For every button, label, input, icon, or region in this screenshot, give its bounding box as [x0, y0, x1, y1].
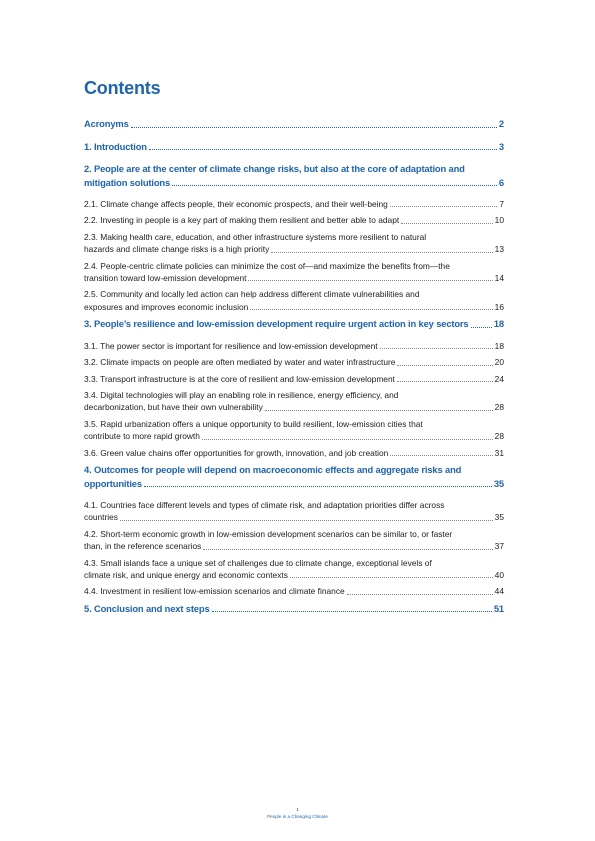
toc-entry-text: hazards and climate change risks is a high priority: [84, 244, 270, 255]
footer-title: People in a Changing Climate: [267, 814, 328, 819]
toc-page-number: 51: [493, 602, 504, 614]
toc-entry-text: Acronyms: [84, 118, 129, 129]
toc-page-number: 31: [494, 447, 504, 458]
toc-entry-text: 4.3. Small islands face a unique set of challenges due to climate change, exceptional levels of: [84, 557, 432, 568]
dot-leader: [401, 222, 492, 224]
toc-entry-text: 4. Outcomes for people will depend on macroeconomic effects and aggregate risks and: [84, 464, 462, 475]
toc-entry-text: 3.5. Rapid urbanization offers a unique opportunity to build resilient, low-emission cities that: [84, 418, 423, 429]
dot-leader: [131, 126, 497, 128]
toc-page-number: 18: [493, 318, 504, 330]
toc-entry-text: 4.4. Investment in resilient low-emission scenarios and climate finance: [84, 586, 345, 597]
toc-entry-text: 3.4. Digital technologies will play an enabling role in resilience, energy efficiency, and: [84, 389, 399, 400]
toc-subsection-entry[interactable]: [84, 447, 504, 459]
page-title: Contents: [84, 78, 161, 98]
toc-entry-text: climate risk, and unique energy and economic contexts: [84, 570, 288, 581]
toc-entry-text: 2.4. People-centric climate policies can minimize the cost of—and maximize the benefits from—the: [84, 260, 450, 271]
table-of-contents: [84, 117, 504, 615]
dot-leader: [248, 279, 492, 281]
toc-page-number: 37: [494, 541, 504, 552]
dot-leader: [390, 205, 497, 207]
toc-subsection-entry[interactable]: [84, 528, 504, 553]
toc-page-number: 2: [498, 118, 504, 129]
toc-page-number: 13: [494, 244, 504, 255]
toc-entry-text: countries: [84, 512, 118, 523]
toc-entry-text: contribute to more rapid growth: [84, 431, 200, 442]
dot-leader: [149, 148, 497, 150]
toc-page-number: 35: [493, 477, 504, 489]
toc-entry-text: 4.2. Short-term economic growth in low-emission development scenarios can be similar to, or faster: [84, 528, 453, 539]
dot-leader: [471, 326, 492, 328]
dot-leader: [265, 409, 493, 411]
toc-subsection-entry[interactable]: [84, 585, 504, 597]
dot-leader: [250, 308, 492, 310]
toc-page-number: 44: [494, 586, 504, 597]
toc-subsection-entry[interactable]: [84, 499, 504, 524]
toc-entry-text: 2.1. Climate change affects people, their economic prospects, and their well-being: [84, 199, 388, 209]
toc-subsection-entry[interactable]: [84, 373, 504, 385]
dot-leader: [120, 519, 493, 521]
toc-page-number: 24: [494, 373, 504, 384]
toc-page-number: 18: [494, 340, 504, 351]
toc-section-entry[interactable]: [84, 317, 504, 331]
toc-section-entry[interactable]: [84, 602, 504, 616]
dot-leader: [172, 184, 497, 186]
toc-entry-text: 3.6. Green value chains offer opportunities for growth, innovation, and job creation: [84, 447, 389, 458]
toc-subsection-entry[interactable]: [84, 231, 504, 256]
dot-leader: [397, 380, 493, 382]
toc-page: [84, 78, 504, 624]
dot-leader: [144, 485, 492, 487]
toc-page-number: 28: [494, 431, 504, 442]
toc-subsection-entry[interactable]: [84, 288, 504, 313]
toc-entry-text: mitigation solutions: [84, 176, 171, 188]
toc-section-entry[interactable]: [84, 463, 504, 490]
toc-entry-text: than, in the reference scenarios: [84, 541, 202, 552]
toc-subsection-entry[interactable]: [84, 340, 504, 352]
toc-page-number: 3: [498, 140, 504, 152]
dot-leader: [397, 364, 492, 366]
dot-leader: [347, 593, 493, 595]
toc-subsection-entry[interactable]: [84, 198, 504, 210]
toc-entry-text: decarbonization, but have their own vulnerability: [84, 402, 263, 413]
toc-subsection-entry[interactable]: [84, 356, 504, 368]
dot-leader: [271, 251, 492, 253]
toc-entry-text: 5. Conclusion and next steps: [84, 602, 210, 614]
toc-subsection-entry[interactable]: [84, 260, 504, 285]
toc-entry-text: exposures and improves economic inclusion: [84, 301, 249, 312]
toc-entry-text: 2. People are at the center of climate change risks, but also at the core of adaptation and: [84, 163, 465, 174]
toc-entry-text: 2.3. Making health care, education, and other infrastructure systems more resilient to natural: [84, 231, 427, 242]
toc-entry-text: transition toward low-emission development: [84, 273, 247, 284]
dot-leader: [380, 347, 493, 349]
page-footer: [0, 806, 595, 820]
toc-entry-text: 2.2. Investing in people is a key part of making them resilient and better able to adapt: [84, 215, 400, 226]
toc-page-number: 20: [494, 357, 504, 368]
toc-subsection-entry[interactable]: [84, 214, 504, 226]
toc-page-number: 35: [494, 512, 504, 523]
toc-subsection-entry[interactable]: [84, 557, 504, 582]
toc-entry-text: 3.1. The power sector is important for resilience and low-emission development: [84, 340, 378, 351]
toc-page-number: 10: [494, 215, 504, 226]
toc-subsection-entry[interactable]: [84, 418, 504, 443]
toc-page-number: 6: [498, 176, 504, 188]
dot-leader: [202, 438, 493, 440]
toc-page-number: 7: [499, 199, 504, 209]
toc-entry-text: 3. People’s resilience and low-emission development require urgent action in key sectors: [84, 318, 469, 330]
toc-page-number: 40: [494, 570, 504, 581]
toc-entry-text: 3.3. Transport infrastructure is at the core of resilient and low-emission development: [84, 373, 395, 384]
toc-page-number: 28: [494, 402, 504, 413]
toc-entry-text: 4.1. Countries face different levels and types of climate risk, and adaptation priorities differ across: [84, 500, 445, 510]
footer-page-number: 1: [296, 807, 299, 812]
toc-section-entry[interactable]: [84, 162, 504, 189]
dot-leader: [390, 454, 492, 456]
toc-entry-text: opportunities: [84, 477, 142, 489]
toc-entry-text: 2.5. Community and locally led action can help address different climate vulnerabilities and: [84, 289, 420, 300]
toc-subsection-entry[interactable]: [84, 389, 504, 414]
toc-entry-text: 1. Introduction: [84, 140, 147, 152]
dot-leader: [203, 548, 492, 550]
toc-page-number: 16: [494, 301, 504, 312]
toc-entry-text: 3.2. Climate impacts on people are often mediated by water and water infrastructure: [84, 357, 396, 368]
toc-section-entry[interactable]: [84, 117, 504, 131]
dot-leader: [290, 576, 493, 578]
toc-section-entry[interactable]: [84, 140, 504, 154]
dot-leader: [212, 610, 492, 612]
toc-page-number: 14: [494, 273, 504, 284]
